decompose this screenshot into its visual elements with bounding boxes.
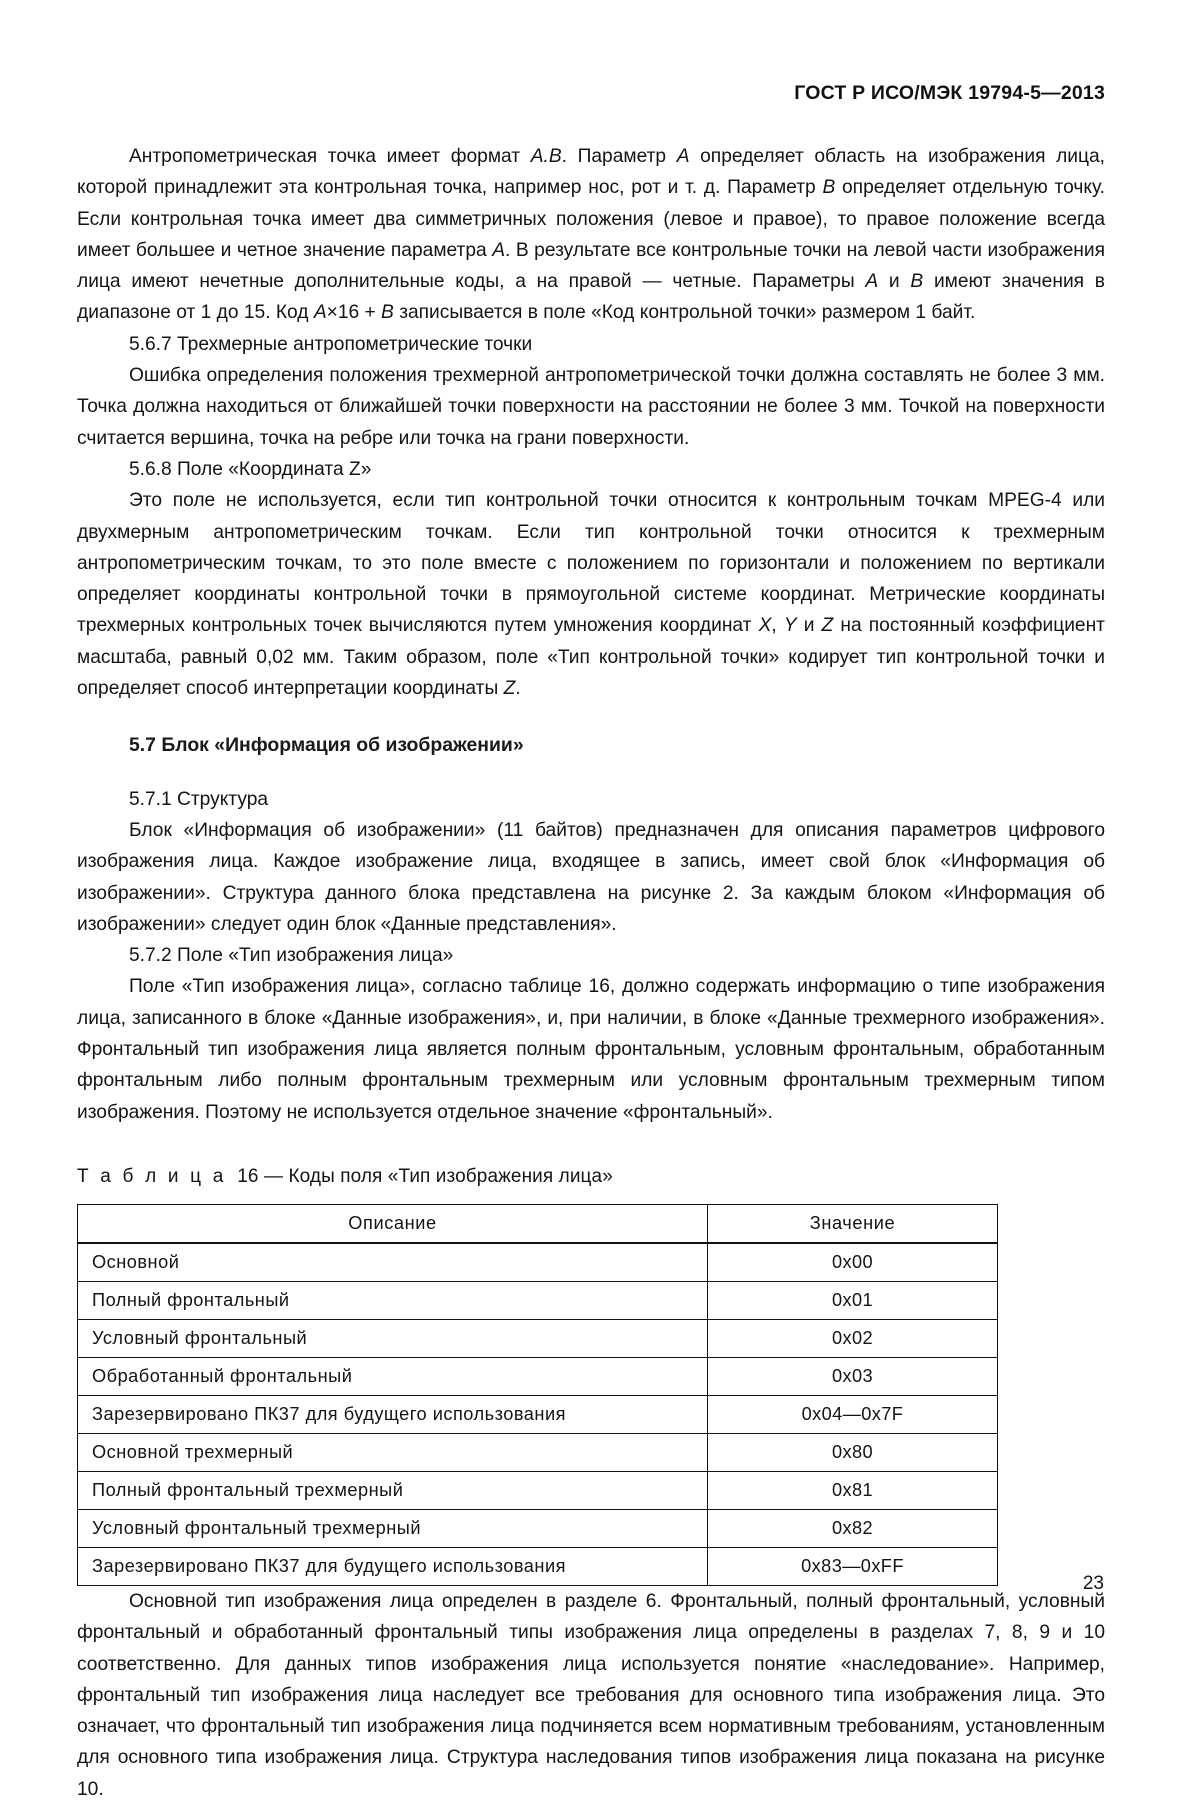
- table-row: [78, 1395, 998, 1433]
- cell-value: 0x82: [708, 1509, 998, 1547]
- paragraph-5-6-8: [77, 485, 1105, 704]
- text-run: ,: [771, 615, 784, 637]
- text-run: определяет область на изображения лица, которой принадлежит эта контрольная точка, например нос, рот и т. д. Параметр: [77, 146, 1105, 199]
- table-caption-label: Т а б л и ц а: [77, 1165, 227, 1187]
- page-content: [77, 0, 1105, 1805]
- table-row: [78, 1547, 998, 1585]
- section-heading-5-7-2: 5.7.2 Поле «Тип изображения лица»: [129, 945, 454, 967]
- paragraph-5-7-2: Поле «Тип изображения лица», согласно таблице 16, должно содержать информацию о типе изображения лица, записанного в блоке «Данные изображения», и, при наличии, в блоке «Данные трехмерного изображения». Фронтальный тип изображения лица является полным фронтальным, условным фронтальным, обработанным фронтальным либо полным фронтальным трехмерным или условным фронтальным трехмерным типом изображения. Поэтому не используется отдельное значение «фронтальный».: [77, 976, 1105, 1123]
- text-run: определяет отдельную точку. Если контрольная точка имеет два симметричных положения (левое и правое), то правое положение всегда имеет большее и четное значение параметра: [77, 177, 1105, 261]
- table-caption: [77, 1166, 1105, 1188]
- text-run: и: [796, 615, 822, 637]
- table-row: [78, 1281, 998, 1319]
- table-caption-text: — Коды поля «Тип изображения лица»: [263, 1165, 613, 1187]
- text-run: .: [515, 678, 521, 700]
- cell-value: 0x80: [708, 1433, 998, 1471]
- page-number: 23: [1082, 1573, 1104, 1594]
- italic-a: A: [313, 302, 327, 324]
- cell-value: 0x02: [708, 1319, 998, 1357]
- cell-description: Зарезервировано ПК37 для будущего использования: [78, 1547, 708, 1585]
- italic-a: A: [492, 239, 505, 261]
- table-row: [78, 1509, 998, 1547]
- text-run: и: [878, 271, 911, 293]
- table-row: [78, 1243, 998, 1282]
- italic-b: B: [910, 271, 924, 293]
- column-header-value: Значение: [708, 1204, 998, 1243]
- paragraph-closing: Основной тип изображения лица определен в разделе 6. Фронтальный, полный фронтальный, условный фронтальный и обработанный фронтальный типы изображения лица определены в разделах 7, 8, 9 и 10 соответственно. Для данных типов изображения лица используется понятие «наследование». Например, фронтальный тип изображения лица наследует все требования для основного типа изображения лица. Это означает, что фронтальный тип изображения лица подчиняется всем нормативным требованиям, установленным для основного типа изображения лица. Структура наследования типов изображения лица показана на рисунке 10.: [77, 1590, 1105, 1800]
- section-heading-5-7: 5.7 Блок «Информация об изображении»: [129, 734, 524, 757]
- cell-value: 0x04—0x7F: [708, 1395, 998, 1433]
- column-header-description: Описание: [78, 1204, 708, 1243]
- section-heading-5-7-1: 5.7.1 Структура: [129, 788, 269, 810]
- cell-value: 0x81: [708, 1471, 998, 1509]
- paragraph-5-7-1: Блок «Информация об изображении» (11 байтов) предназначен для описания параметров цифрового изображения лица. Каждое изображение лица, входящее в запись, имеет свой блок «Информация об изображении». Структура данного блока представлена на рисунке 2. За каждым блоком «Информация об изображении» следует один блок «Данные представления».: [77, 819, 1105, 935]
- paragraph-5-6-7: Ошибка определения положения трехмерной антропометрической точки должна составлять не более 3 мм. Точка должна находиться от ближайшей точки поверхности на расстоянии не более 3 мм. Точкой на поверхности считается вершина, точка на ребре или точка на грани поверхности.: [77, 365, 1105, 449]
- italic-ab: A.B: [530, 146, 562, 167]
- text-run: Антропометрическая точка имеет формат: [129, 146, 531, 167]
- cell-description: Условный фронтальный трехмерный: [78, 1509, 708, 1547]
- cell-value: 0x03: [708, 1357, 998, 1395]
- cell-description: Полный фронтальный: [78, 1281, 708, 1319]
- text-run: ×16 +: [326, 302, 382, 324]
- running-header: ГОСТ Р ИСО/МЭК 19794-5—2013: [794, 82, 1105, 104]
- italic-b: B: [381, 302, 394, 324]
- table-header-row: [78, 1204, 998, 1243]
- table-row: [78, 1319, 998, 1357]
- text-run: . Параметр: [561, 146, 677, 167]
- cell-description: Полный фронтальный трехмерный: [78, 1471, 708, 1509]
- cell-description: Зарезервировано ПК37 для будущего использования: [78, 1395, 708, 1433]
- italic-y: Y: [783, 615, 797, 637]
- section-heading-5-6-8: 5.6.8 Поле «Координата Z»: [129, 458, 372, 480]
- text-run: записывается в поле «Код контрольной точки» размером 1 байт.: [393, 302, 976, 324]
- italic-b: B: [822, 177, 836, 199]
- table-row: [78, 1357, 998, 1395]
- italic-a: A: [676, 146, 690, 167]
- italic-x: X: [758, 615, 772, 637]
- table-row: [78, 1433, 998, 1471]
- table-row: [78, 1471, 998, 1509]
- italic-z: Z: [821, 615, 834, 637]
- face-image-type-codes-table: [77, 1204, 998, 1586]
- table-caption-number: 16: [237, 1165, 259, 1187]
- section-heading-5-6-7: 5.6.7 Трехмерные антропометрические точки: [129, 333, 533, 355]
- italic-z: Z: [503, 678, 516, 700]
- cell-value: 0x01: [708, 1281, 998, 1319]
- paragraph-anthropometric-point: [77, 141, 1105, 329]
- cell-description: Основной: [78, 1243, 708, 1282]
- cell-description: Обработанный фронтальный: [78, 1357, 708, 1395]
- text-run: Это поле не используется, если тип контрольной точки относится к контрольным точкам MPEG-4 или двухмерным антропометрическим точкам. Если тип контрольной точки относится к трехмерным антропометрическим точкам, то это поле вместе с положением по горизонтали и положением по вертикали определяет координаты контрольной точки в прямоугольной системе координат. Метрические координаты трехмерных контрольных точек вычисляются путем умножения координат: [77, 490, 1105, 637]
- text-run: имеют значения в диапазоне от 1 до 15. Код: [77, 271, 1105, 324]
- cell-description: Основной трехмерный: [78, 1433, 708, 1471]
- text-run: на постоянный коэффициент масштаба, равный 0,02 мм. Таким образом, поле «Тип контрольной точки» кодирует тип контрольной точки и определяет способ интерпретации координаты: [77, 615, 1105, 700]
- cell-description: Условный фронтальный: [78, 1319, 708, 1357]
- table-caption-wrap: [77, 1166, 1105, 1188]
- italic-a: A: [865, 271, 879, 293]
- text-run: . В результате все контрольные точки на левой части изображения лица имеют нечетные дополнительные коды, а на правой — четные. Параметры: [77, 239, 1105, 293]
- cell-value: 0x00: [708, 1243, 998, 1282]
- cell-value: 0x83—0xFF: [708, 1547, 998, 1585]
- section-heading-5-7-wrap: [77, 730, 1105, 761]
